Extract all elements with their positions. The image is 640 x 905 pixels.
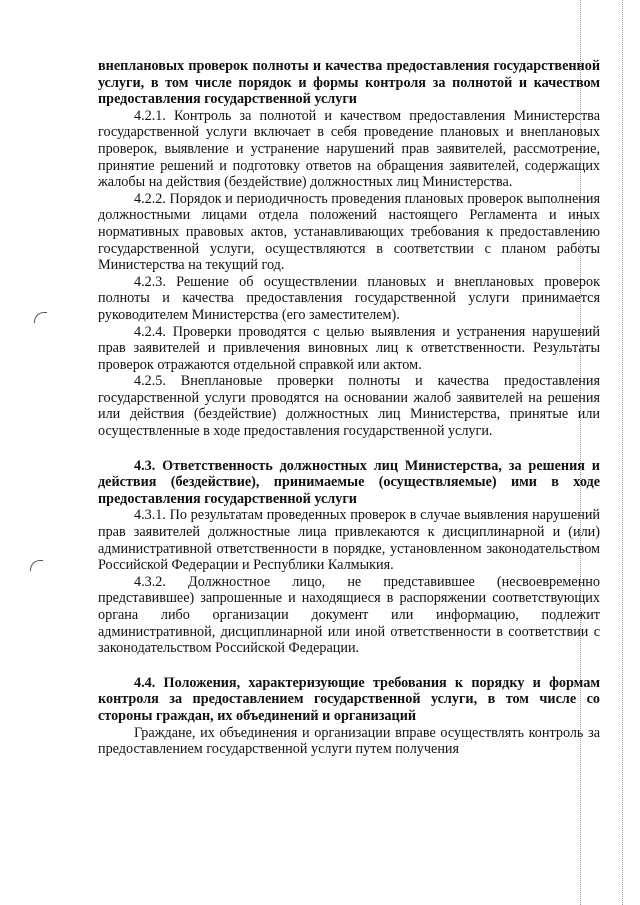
- punch-hole-mark: [30, 560, 43, 571]
- document-body: [98, 58, 600, 758]
- section-heading: внеплановых проверок полноты и качества предоставления государственной услуги, в том числе порядок и формы контроля за полнотой и качеством предоставления государственной услуги: [98, 58, 600, 108]
- paragraph: 4.3.2. Должностное лицо, не представившее (несвоевременно представившее) запрошенные и находящиеся в распоряжении соответствующих органа либо организации документ или информацию, подлежит административной, дисциплинарной или иной ответственности в соответствии с законодательством Российской Федерации.: [98, 573, 600, 657]
- section-heading: 4.4. Положения, характеризующие требования к порядку и формам контроля за предоставлением государственной услуги, в том числе со стороны граждан, их объединений и организаций: [98, 674, 600, 724]
- section-heading: 4.3. Ответственность должностных лиц Министерства, за решения и действия (бездействие), принимаемые (осуществляемые) ими в ходе предоставления государственной услуги: [98, 457, 600, 507]
- paragraph: 4.3.1. По результатам проведенных проверок в случае выявления нарушений прав заявителей должностные лица привлекаются к дисциплинарной и (или) административной ответственности в порядке, установленном законодательством Российской Федерации и Республики Калмыкия.: [98, 507, 600, 574]
- spacer: [98, 657, 600, 675]
- punch-hole-mark: [34, 312, 47, 323]
- paragraph: 4.2.2. Порядок и периодичность проведения плановых проверок выполнения должностными лицами отдела положений настоящего Регламента и иных нормативных правовых актов, устанавливающих требования к предоставлению государственной услуги, осуществляются в соответствии с планом работы Министерства на текущий год.: [98, 190, 600, 274]
- scan-fold-line: [622, 0, 623, 905]
- paragraph: 4.2.1. Контроль за полнотой и качеством предоставления Министерства государственной услуги включает в себя проведение плановых и внеплановых проверок, выявление и устранение нарушений прав заявителей, рассмотрение, принятие решений и подготовку ответов на обращения заявителей, содержащих жалобы на действия (бездействие) должностных лиц Министерства.: [98, 107, 600, 191]
- paragraph: 4.2.5. Внеплановые проверки полноты и качества предоставления государственной услуги проводятся на основании жалоб заявителей на решения или действия (бездействие) должностных лиц Министерства, принятые или осуществленные в ходе предоставления государственной услуги.: [98, 373, 600, 440]
- paragraph: 4.2.4. Проверки проводятся с целью выявления и устранения нарушений прав заявителей и привлечения виновных лиц к ответственности. Результаты проверок отражаются отдельной справкой или актом.: [98, 323, 600, 373]
- paragraph: 4.2.3. Решение об осуществлении плановых и внеплановых проверок полноты и качества предоставления государственной услуги принимается руководителем Министерства (его заместителем).: [98, 273, 600, 323]
- paragraph: Граждане, их объединения и организации вправе осуществлять контроль за предоставлением государственной услуги путем получения: [98, 724, 600, 758]
- spacer: [98, 440, 600, 458]
